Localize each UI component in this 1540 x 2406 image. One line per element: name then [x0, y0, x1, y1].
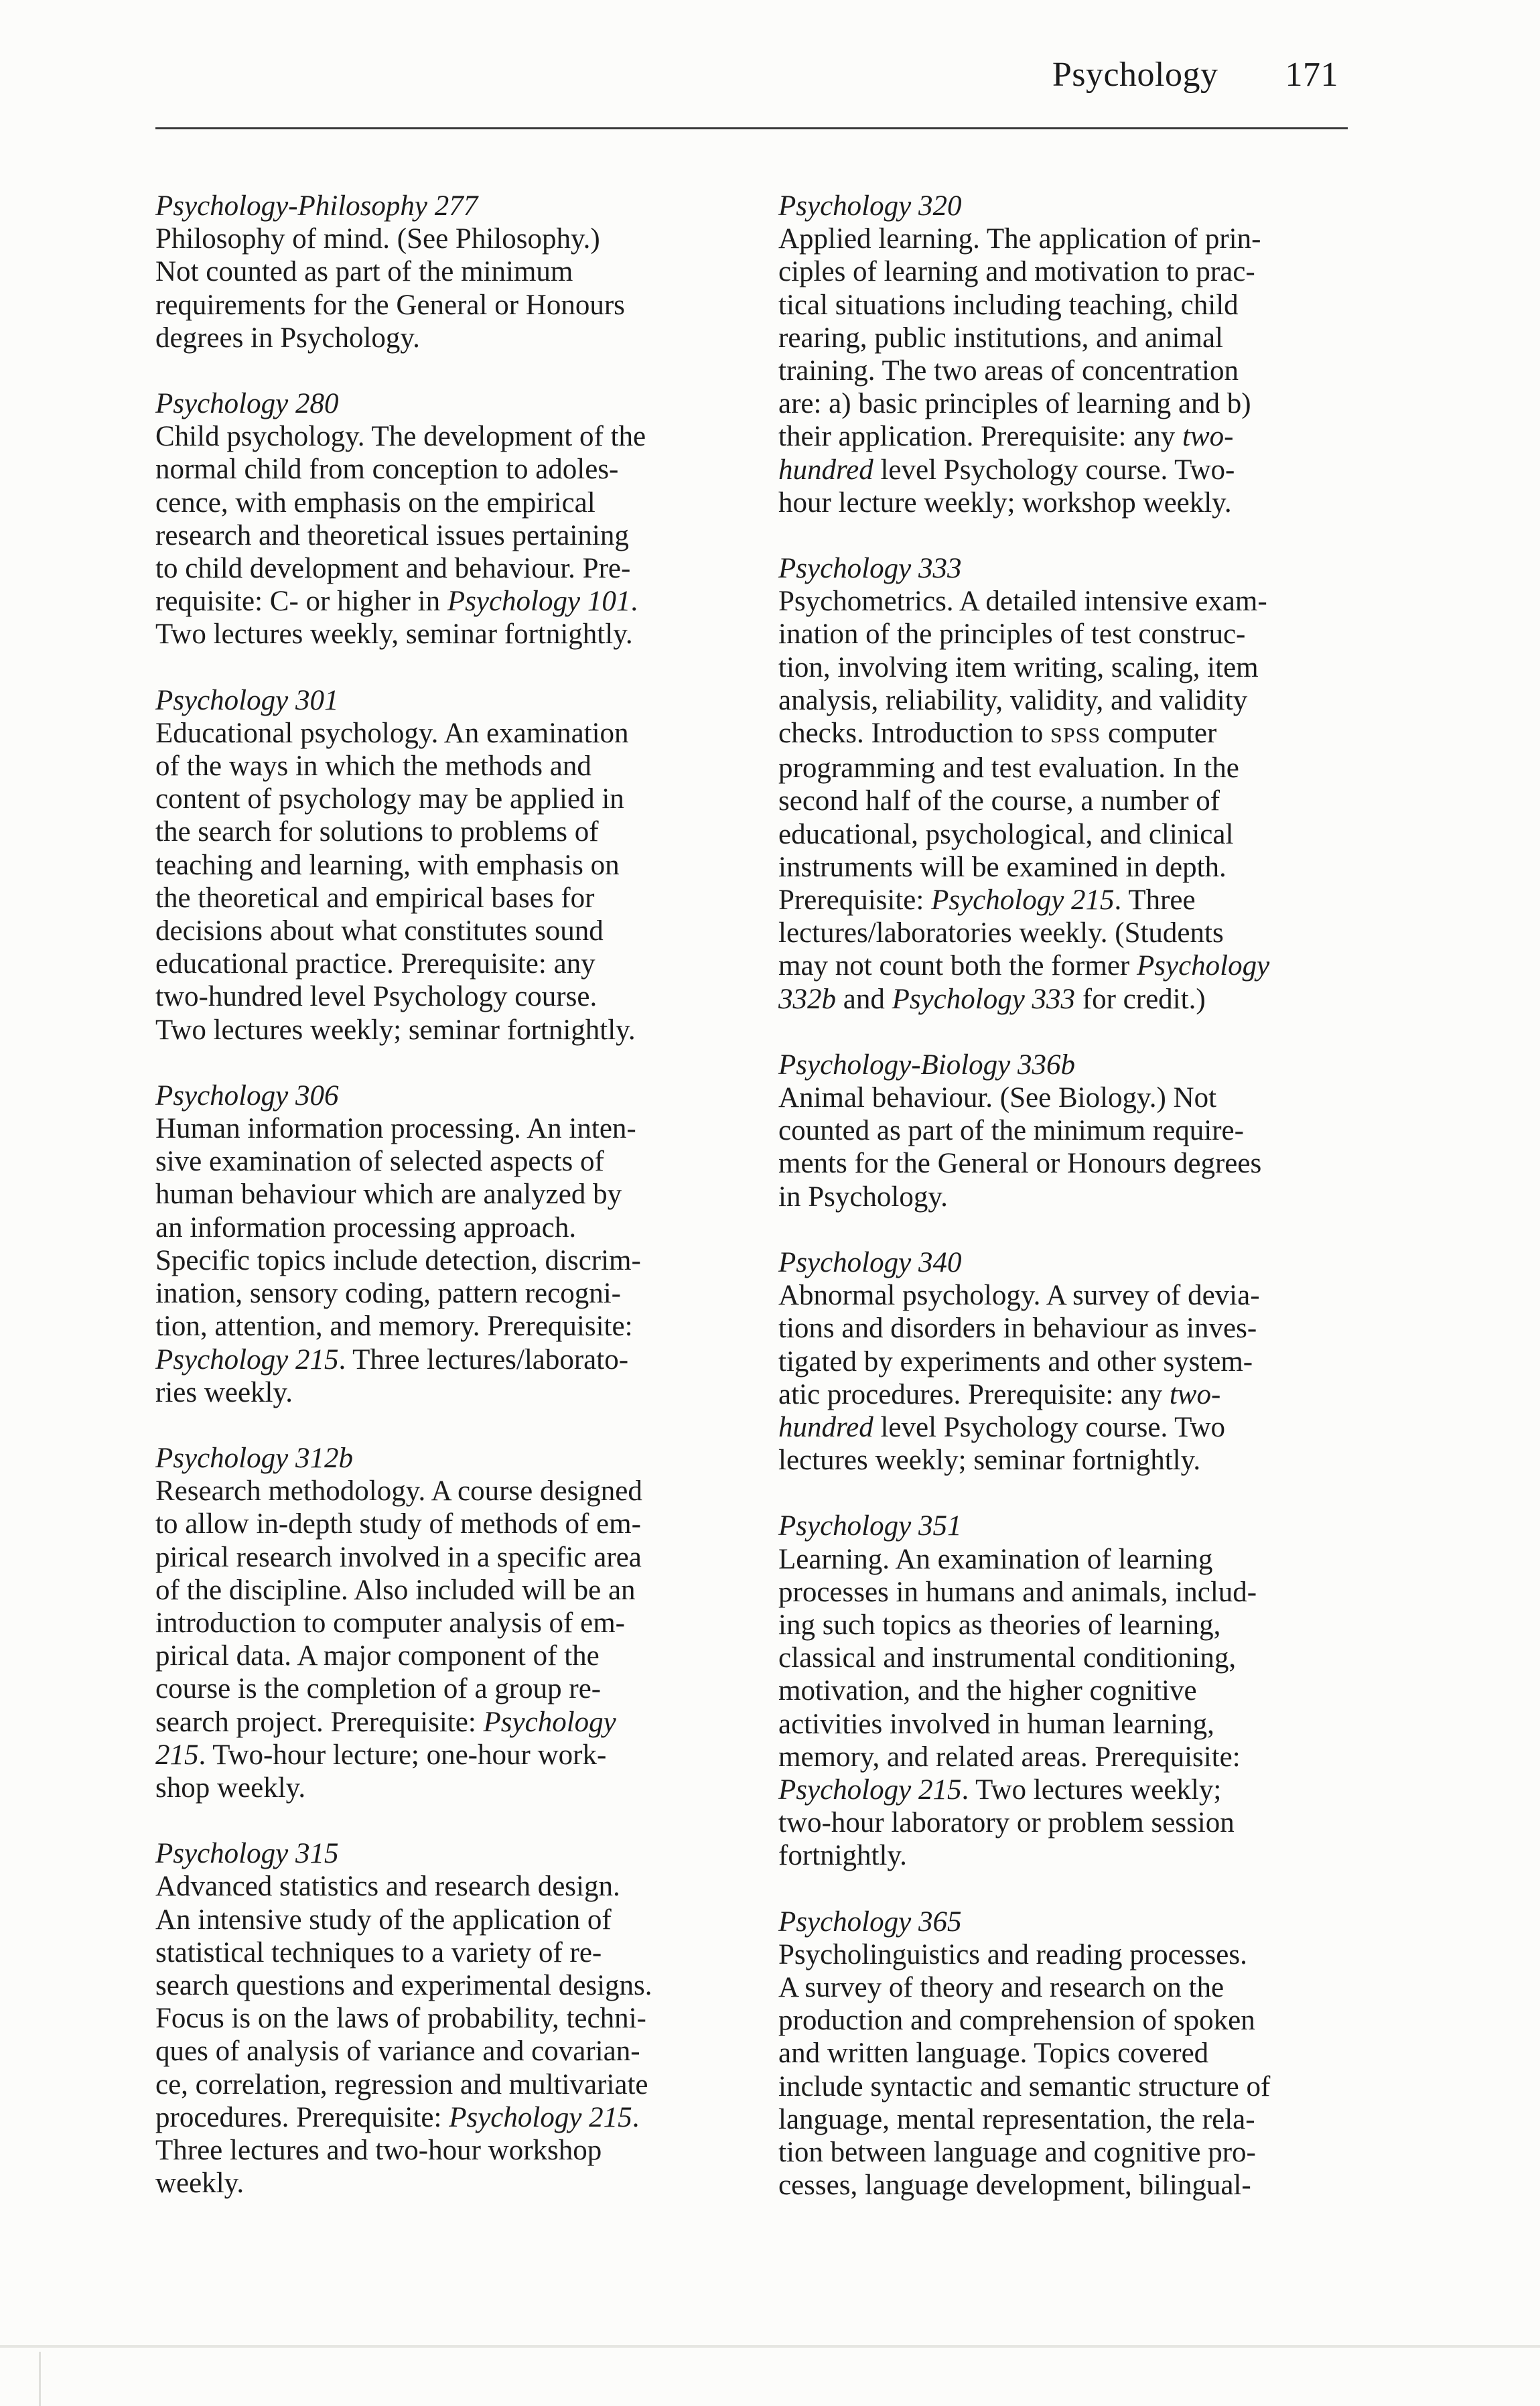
description-line	[778, 1181, 1368, 1213]
text-run: instruments will be examined in depth.	[778, 851, 1227, 883]
running-head	[1052, 55, 1338, 94]
text-run: atic procedures. Prerequisite: any	[778, 1378, 1170, 1410]
text-run: of the ways in which the methods and	[155, 750, 591, 783]
description-line	[155, 519, 745, 552]
description-line	[778, 1642, 1368, 1674]
description-line	[155, 1706, 745, 1739]
text-run: human behaviour which are analyzed by	[155, 1179, 622, 1211]
text-run: rearing, public institutions, and animal	[778, 322, 1223, 354]
course-title: Psychology-Biology 336b	[778, 1049, 1076, 1081]
text-run: and	[836, 983, 892, 1015]
right-column	[778, 190, 1368, 2234]
text-run: tion, involving item writing, scaling, item	[778, 651, 1259, 683]
description-line	[155, 783, 745, 815]
text-run: of the discipline. Also included will be an	[155, 1574, 636, 1606]
course-entry	[155, 190, 745, 354]
page-number: 171	[1285, 56, 1338, 94]
text-run: Learning. An examination of learning	[778, 1543, 1213, 1575]
text-run: fortnightly.	[778, 1840, 907, 1872]
description-line	[155, 289, 745, 322]
text-run: Applied learning. The application of prin-	[778, 223, 1261, 255]
text-run: .	[632, 2101, 640, 2133]
text-run: tion, attention, and memory. Prerequisite:	[155, 1311, 633, 1343]
text-run: two-hour laboratory or problem session	[778, 1807, 1235, 1839]
text-run: tion between language and cognitive pro-	[778, 2136, 1256, 2168]
text-run: Research methodology. A course designed	[155, 1475, 642, 1508]
text-run: checks. Introduction to SPSS computer	[778, 718, 1217, 750]
text-run: Philosophy of mind. (See Philosophy.)	[155, 223, 600, 255]
italic-reference: Psychology 215	[155, 1343, 339, 1376]
text-run: Specific topics include detection, discrim-	[155, 1244, 641, 1276]
text-run: second half of the course, a number of	[778, 785, 1220, 817]
description-line	[778, 2136, 1368, 2169]
text-run: requisite: C- or higher in	[155, 586, 447, 618]
text-run: pirical research involved in a specific area	[155, 1541, 642, 1573]
description-line	[155, 1607, 745, 1640]
course-title: Psychology 333	[778, 553, 962, 585]
course-title: Psychology 315	[155, 1838, 339, 1870]
text-run: lectures/laboratories weekly. (Students	[778, 917, 1224, 949]
course-entry	[155, 387, 745, 651]
italic-reference: hundred	[778, 454, 873, 486]
description-line	[155, 1112, 745, 1145]
course-entry	[778, 1906, 1368, 2202]
text-run: an information processing approach.	[155, 1211, 577, 1244]
description-line	[778, 1708, 1368, 1741]
description-line	[155, 322, 745, 354]
text-run: Not counted as part of the minimum	[155, 256, 573, 288]
text-run: ciples of learning and motivation to prac-	[778, 256, 1255, 288]
description-line	[155, 915, 745, 947]
description-line	[778, 322, 1368, 354]
description-line	[778, 585, 1368, 618]
description-line	[155, 1672, 745, 1705]
description-line	[778, 420, 1368, 453]
description-line	[155, 486, 745, 519]
text-run: are: a) basic principles of learning and b)	[778, 388, 1251, 420]
description-line	[778, 651, 1368, 684]
text-run: requirements for the General or Honours	[155, 289, 625, 321]
italic-reference: 215	[155, 1739, 199, 1771]
description-line	[155, 1475, 745, 1508]
description-line	[778, 1411, 1368, 1444]
description-line	[778, 1576, 1368, 1609]
italic-reference: Psychology 215	[931, 884, 1115, 917]
italic-reference: 332b	[778, 983, 836, 1015]
text-run: Educational psychology. An examination	[155, 717, 629, 749]
text-run: ments for the General or Honours degrees	[778, 1148, 1262, 1180]
description-line	[155, 2101, 745, 2134]
text-run: training. The two areas of concentration	[778, 355, 1239, 387]
text-run: tions and disorders in behaviour as inves-	[778, 1313, 1257, 1345]
left-column	[155, 190, 745, 2232]
text-run: for credit.)	[1075, 983, 1206, 1015]
text-run: cence, with emphasis on the empirical	[155, 486, 596, 519]
text-run: ination, sensory coding, pattern recogni-	[155, 1278, 621, 1310]
text-run: ques of analysis of variance and covarian-	[155, 2035, 640, 2068]
description-line	[778, 618, 1368, 651]
scan-edge-mark	[39, 2352, 41, 2406]
description-line	[155, 1277, 745, 1310]
description-line	[155, 1772, 745, 1804]
text-run: decisions about what constitutes sound	[155, 915, 604, 947]
text-run: introduction to computer analysis of em-	[155, 1607, 625, 1639]
text-run: shop weekly.	[155, 1772, 306, 1804]
description-line	[778, 1806, 1368, 1839]
text-run: Child psychology. The development of the	[155, 421, 646, 453]
description-line	[155, 1870, 745, 1903]
description-line	[778, 884, 1368, 917]
description-line	[155, 2134, 745, 2167]
text-run: programming and test evaluation. In the	[778, 752, 1239, 785]
text-run: language, mental representation, the rela-	[778, 2103, 1255, 2135]
description-line	[155, 980, 745, 1013]
text-run: . Two lectures weekly;	[961, 1774, 1222, 1806]
description-line	[155, 1640, 745, 1672]
text-run: ries weekly.	[155, 1376, 293, 1408]
text-run: Two lectures weekly; seminar fortnightly.	[155, 1014, 636, 1046]
course-entry	[155, 684, 745, 1047]
section-title: Psychology	[1052, 56, 1218, 94]
description-line	[155, 750, 745, 783]
description-line	[778, 289, 1368, 322]
description-line	[155, 2167, 745, 2200]
description-line	[778, 684, 1368, 717]
text-run: ination of the principles of test construc-	[778, 618, 1246, 651]
description-line	[778, 717, 1368, 752]
text-run: . Three lectures/laborato-	[338, 1343, 629, 1376]
course-title: Psychology 306	[155, 1079, 339, 1112]
description-line	[778, 2070, 1368, 2103]
text-run: Abnormal psychology. A survey of devia-	[778, 1280, 1260, 1312]
course-title: Psychology 320	[778, 190, 962, 222]
description-line	[155, 1903, 745, 1936]
description-line	[155, 2035, 745, 2068]
description-line	[778, 2004, 1368, 2037]
description-line	[778, 1114, 1368, 1147]
text-run: Two lectures weekly, seminar fortnightly.	[155, 618, 633, 651]
text-run: A survey of theory and research on the	[778, 1971, 1224, 2003]
course-entry	[778, 552, 1368, 1016]
text-run: ce, correlation, regression and multivariate	[155, 2068, 648, 2100]
description-line	[155, 882, 745, 915]
text-run: memory, and related areas. Prerequisite:	[778, 1741, 1241, 1773]
description-line	[778, 1674, 1368, 1707]
italic-reference: two-	[1182, 421, 1234, 453]
text-run: to allow in-depth study of methods of em-	[155, 1508, 641, 1540]
description-line	[155, 222, 745, 255]
description-line	[778, 1609, 1368, 1642]
text-run: search project. Prerequisite:	[155, 1706, 484, 1738]
text-run: Advanced statistics and research design.	[155, 1871, 620, 1903]
course-entry	[155, 1442, 745, 1804]
description-line	[778, 917, 1368, 949]
description-line	[155, 1310, 745, 1343]
description-line	[155, 1376, 745, 1409]
description-line	[778, 1378, 1368, 1411]
description-line	[778, 949, 1368, 982]
description-line	[778, 1147, 1368, 1180]
description-line	[155, 1244, 745, 1277]
description-line	[155, 1178, 745, 1211]
description-line	[778, 1774, 1368, 1806]
description-line	[155, 1541, 745, 1574]
description-line	[155, 1014, 745, 1047]
description-line	[155, 585, 745, 618]
description-line	[778, 1938, 1368, 1971]
course-title: Psychology-Philosophy 277	[155, 190, 478, 222]
text-run: sive examination of selected aspects of	[155, 1146, 604, 1178]
description-line	[778, 222, 1368, 255]
description-line	[155, 255, 745, 288]
text-run: tical situations including teaching, child	[778, 289, 1239, 321]
description-line	[155, 1343, 745, 1376]
description-line	[155, 420, 745, 453]
text-run: motivation, and the higher cognitive	[778, 1675, 1197, 1707]
description-line	[155, 2068, 745, 2101]
text-run: educational practice. Prerequisite: any	[155, 948, 596, 980]
text-run: production and comprehension of spoken	[778, 2005, 1255, 2037]
description-line	[778, 1444, 1368, 1477]
description-line	[155, 1574, 745, 1607]
description-line	[778, 2037, 1368, 2070]
text-run: degrees in Psychology.	[155, 322, 420, 354]
description-line	[155, 1969, 745, 2002]
text-run: An intensive study of the application of	[155, 1903, 612, 1936]
italic-reference: two-	[1169, 1378, 1221, 1410]
description-line	[778, 851, 1368, 884]
description-line	[778, 454, 1368, 486]
text-run: teaching and learning, with emphasis on	[155, 849, 620, 881]
text-run: tigated by experiments and other system-	[778, 1345, 1253, 1378]
text-run: Human information processing. An inten-	[155, 1113, 636, 1145]
course-title: Psychology 340	[778, 1246, 962, 1278]
text-run: may not count both the former	[778, 950, 1137, 982]
description-line	[778, 983, 1368, 1016]
description-line	[155, 552, 745, 585]
description-line	[155, 453, 745, 486]
description-line	[778, 2169, 1368, 2202]
text-run: . Three	[1114, 884, 1196, 917]
text-run: ing such topics as theories of learning,	[778, 1609, 1221, 1641]
description-line	[155, 1145, 745, 1178]
description-line	[155, 1739, 745, 1772]
text-run: analysis, reliability, validity, and validity	[778, 684, 1248, 716]
text-run: lectures weekly; seminar fortnightly.	[778, 1445, 1201, 1477]
text-run: research and theoretical issues pertaining	[155, 519, 629, 551]
text-run: search questions and experimental designs.	[155, 1969, 652, 2001]
text-run: procedures. Prerequisite:	[155, 2101, 449, 2133]
text-run: and written language. Topics covered	[778, 2037, 1209, 2070]
italic-reference: Psychology	[483, 1706, 616, 1738]
italic-reference: hundred	[778, 1411, 873, 1443]
course-title: Psychology 280	[155, 388, 339, 420]
course-entry	[155, 1837, 745, 2200]
description-line	[155, 947, 745, 980]
course-title: Psychology 301	[155, 684, 339, 716]
description-line	[778, 1971, 1368, 2004]
italic-reference: Psychology 101	[447, 586, 631, 618]
course-entry	[155, 1079, 745, 1409]
text-run: educational, psychological, and clinical	[778, 818, 1234, 850]
course-entry	[778, 1049, 1368, 1213]
description-line	[778, 255, 1368, 288]
text-run: course is the completion of a group re-	[155, 1673, 602, 1705]
course-entry	[778, 1510, 1368, 1872]
course-entry	[778, 1246, 1368, 1477]
description-line	[778, 1345, 1368, 1378]
text-run: level Psychology course. Two	[873, 1411, 1225, 1443]
description-line	[155, 849, 745, 882]
text-run: classical and instrumental conditioning,	[778, 1642, 1237, 1674]
description-line	[778, 354, 1368, 387]
italic-reference: Psychology	[1136, 950, 1270, 982]
description-line	[778, 1312, 1368, 1345]
text-run: Prerequisite:	[778, 884, 932, 917]
text-run: processes in humans and animals, includ-	[778, 1576, 1257, 1608]
text-run: the search for solutions to problems of	[155, 816, 599, 848]
text-run: statistical techniques to a variety of re-	[155, 1936, 602, 1968]
description-line	[155, 1936, 745, 1969]
text-run: to child development and behaviour. Pre-	[155, 553, 631, 585]
text-run: content of psychology may be applied in	[155, 783, 624, 815]
text-run: normal child from conception to adoles-	[155, 454, 619, 486]
text-run: two-hundred level Psychology course.	[155, 981, 598, 1013]
text-run: . Two-hour lecture; one-hour work-	[198, 1739, 607, 1771]
text-run: counted as part of the minimum require-	[778, 1115, 1244, 1147]
italic-reference: Psychology 215	[449, 2101, 632, 2133]
text-run: in Psychology.	[778, 1181, 948, 1213]
text-run: activities involved in human learning,	[778, 1708, 1214, 1740]
text-run: include syntactic and semantic structure of	[778, 2070, 1271, 2102]
description-line	[778, 486, 1368, 519]
course-title: Psychology 312b	[155, 1442, 353, 1474]
description-line	[778, 785, 1368, 817]
course-title: Psychology 365	[778, 1906, 962, 1938]
description-line	[155, 2002, 745, 2035]
description-line	[778, 1543, 1368, 1576]
description-line	[155, 1211, 745, 1244]
text-run: Animal behaviour. (See Biology.) Not	[778, 1082, 1217, 1114]
text-run: cesses, language development, bilingual-	[778, 2169, 1251, 2202]
description-line	[778, 1741, 1368, 1774]
text-run: hour lecture weekly; workshop weekly.	[778, 486, 1232, 519]
text-run: the theoretical and empirical bases for	[155, 882, 595, 914]
text-run: Three lectures and two-hour workshop	[155, 2134, 602, 2166]
description-line	[778, 1081, 1368, 1114]
text-run: Psychometrics. A detailed intensive exam-	[778, 586, 1267, 618]
text-run: Focus is on the laws of probability, techni-	[155, 2003, 646, 2035]
description-line	[778, 387, 1368, 420]
description-line	[778, 818, 1368, 851]
text-run: their application. Prerequisite: any	[778, 421, 1183, 453]
text-run: level Psychology course. Two-	[873, 454, 1235, 486]
text-run: weekly.	[155, 2167, 244, 2200]
page-header	[155, 52, 1348, 129]
description-line	[155, 717, 745, 750]
course-title: Psychology 351	[778, 1510, 962, 1542]
description-line	[778, 1279, 1368, 1312]
description-line	[778, 752, 1368, 785]
description-line	[155, 618, 745, 651]
description-line	[155, 1508, 745, 1540]
text-run: Psycholinguistics and reading processes.	[778, 1938, 1247, 1970]
text-run: pirical data. A major component of the	[155, 1640, 600, 1672]
description-line	[155, 815, 745, 848]
scan-edge	[0, 2345, 1540, 2348]
italic-reference: Psychology 333	[892, 983, 1076, 1015]
course-entry	[778, 190, 1368, 519]
description-line	[778, 1839, 1368, 1872]
italic-reference: Psychology 215	[778, 1774, 962, 1806]
text-run: .	[630, 586, 638, 618]
description-line	[778, 2103, 1368, 2136]
